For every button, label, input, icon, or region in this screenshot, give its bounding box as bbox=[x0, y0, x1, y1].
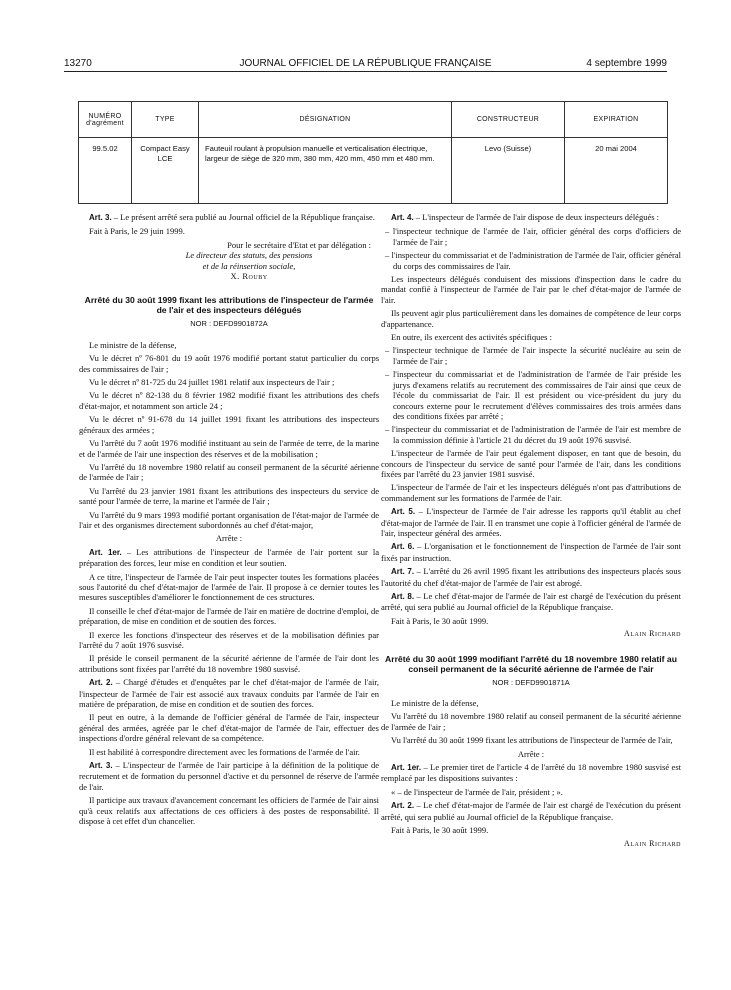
paragraph: L'inspecteur de l'armée de l'air et les inspecteurs délégués n'ont pas d'attributions de commandement sur les formations de l'armée de l'air. bbox=[381, 482, 681, 503]
list-item: – l'inspecteur technique de l'armée de l'air inspecte la sécurité nucléaire au sein de l'armée de l'air ; bbox=[385, 345, 681, 366]
page-number: 13270 bbox=[64, 58, 92, 69]
paragraph: Vu l'arrêté du 18 novembre 1980 relatif au conseil permanent de la sécurité aérienne de l'armée de l'air ; bbox=[79, 461, 379, 483]
article-7: Art. 7. – L'arrêté du 26 avril 1995 fixant les attributions des inspecteurs placés sous l'autorité du chef d'état-major de l'armée de l'air est abrogé. bbox=[381, 566, 681, 588]
col-header-type: TYPE bbox=[132, 102, 199, 138]
signature-role-1: Le directeur des statuts, des pensions bbox=[185, 250, 313, 261]
paragraph: Vu l'arrêté du 7 août 1976 modifié instituant au sein de l'armée de terre, de la marine et de l'armée de l'air une inspection des réserves et de la mobilisation ; bbox=[79, 438, 379, 459]
cell-type: Compact Easy LCE bbox=[132, 138, 199, 204]
paragraph: Il peut en outre, à la demande de l'officier général de l'armée de l'air, inspecteur général des armées, agréée par le chef d'état-major de l'armée de l'air, effectuer des inspections d'ordre général relevant de sa compétence. bbox=[79, 712, 379, 744]
cell-expiration: 20 mai 2004 bbox=[565, 138, 668, 204]
paragraph: Il est habilité à correspondre directement avec les formations de l'armée de l'air. bbox=[89, 746, 360, 757]
nor-reference-1: NOR : DEFD9901872A bbox=[190, 319, 268, 329]
article-2b: Art. 2. – Le chef d'état-major de l'armée de l'air est chargé de l'exécution du présent arrêté, qui sera publié au Journal officiel de la République française. bbox=[381, 800, 682, 822]
col-header-designation: DÉSIGNATION bbox=[199, 102, 452, 138]
list-item: – l'inspecteur du commissariat et de l'administration de l'armée de l'air, officier général du corps des commissaires de l'air. bbox=[385, 250, 681, 271]
paragraph: Vu le décret nº 76-801 du 19 août 1976 modifié portant statut particulier du corps des commissaires de l'air ; bbox=[79, 353, 379, 374]
paragraph: Vu l'arrêté du 23 janvier 1981 fixant les attributions des inspecteurs du service de santé pour l'armée de terre, la marine et l'armée de l'air ; bbox=[79, 485, 379, 507]
table-header-row bbox=[79, 102, 668, 138]
paragraph: Le ministre de la défense, bbox=[391, 698, 479, 709]
article-2: Art. 2. – Chargé d'études et d'enquêtes par le chef d'état-major de l'armée de l'air, l'inspecteur de l'armée de l'air est associé aux travaux conduits par l'armée de l'air en matière de préparation, de mise en condition et de soutien des forces. bbox=[79, 677, 379, 710]
approval-table bbox=[78, 101, 668, 204]
issue-date: 4 septembre 1999 bbox=[586, 58, 667, 69]
signature-delegation: Pour le secrétaire d'Etat et par délégation : bbox=[227, 239, 371, 250]
fait-a-paris-2: Fait à Paris, le 30 août 1999. bbox=[391, 615, 489, 626]
paragraph: Il préside le conseil permanent de la sécurité aérienne de l'armée de l'air dont les attributions sont fixées par l'arrêté du 18 novembre 1980 susvisé. bbox=[79, 653, 379, 674]
col-header-constructeur: CONSTRUCTEUR bbox=[452, 102, 565, 138]
arrete-heading: Arrête : bbox=[215, 533, 243, 544]
paragraph: Il exerce les fonctions d'inspecteur des réserves et de la mobilisation définies par l'arrêté du 7 août 1976 susvisé. bbox=[79, 629, 379, 650]
fait-a-paris-3: Fait à Paris, le 30 août 1999. bbox=[391, 825, 489, 836]
paragraph: Vu l'arrêté du 18 novembre 1980 relatif au conseil permanent de la sécurité aérienne de l'armée de l'air ; bbox=[381, 711, 681, 732]
article-4: Art. 4. – L'inspecteur de l'armée de l'air dispose de deux inspecteurs délégués : bbox=[391, 212, 660, 222]
paragraph: Vu le décret nº 82-138 du 8 février 1982 modifié fixant les attributions des chefs d'état-major, et notamment son article 24 ; bbox=[79, 390, 379, 411]
cell-designation: Fauteuil roulant à propulsion manuelle et verticalisation électrique, largeur de siège de 320 mm, 380 mm, 420 mm, 450 mm et 480 mm. bbox=[199, 138, 452, 204]
journal-title: JOURNAL OFFICIEL DE LA RÉPUBLIQUE FRANÇAISE bbox=[239, 58, 492, 69]
fait-a-paris-1: Fait à Paris, le 29 juin 1999. bbox=[89, 226, 185, 237]
signature-name-1: X. Rouby bbox=[230, 271, 268, 282]
decree-title-2: Arrêté du 30 août 1999 modifiant l'arrêté du 18 novembre 1980 relatif au conseil permanent de la sécurité aérienne de l'armée de l'air bbox=[385, 653, 677, 674]
signature-name-3: Alain Richard bbox=[624, 838, 681, 848]
article-3: Art. 3. – Le présent arrêté sera publié au Journal officiel de la République française. bbox=[89, 212, 375, 222]
col-header-numero: NUMÉRO d'agrément bbox=[79, 102, 132, 138]
left-column bbox=[79, 212, 379, 830]
paragraph: En outre, ils exercent des activités spécifiques : bbox=[391, 332, 552, 343]
cell-numero: 99.5.02 bbox=[79, 138, 132, 204]
paragraph: Vu le décret nº 81-725 du 24 juillet 1981 relatif aux inspecteurs de l'air ; bbox=[89, 377, 335, 388]
paragraph: Il conseille le chef d'état-major de l'armée de l'air en matière de doctrine d'emploi, de préparation, de mise en condition et de soutien des forces. bbox=[79, 605, 379, 627]
article-3b: Art. 3. – L'inspecteur de l'armée de l'air participe à la définition de la politique de recrutement et de formation du personnel d'active et du personnel de réserve de l'armée de l'air. bbox=[79, 760, 379, 792]
list-item: – l'inspecteur du commissariat et de l'administration de l'armée de l'air est membre de la commission définie à l'article 21 du décret du 19 août 1976 susvisé. bbox=[385, 424, 681, 445]
article-8: Art. 8. – Le chef d'état-major de l'armée de l'air est chargé de l'exécution du présent arrêté, qui sera publié au Journal officiel de la République française. bbox=[381, 591, 682, 613]
paragraph: Ils peuvent agir plus particulièrement dans les domaines de compétence de leur corps d'appartenance. bbox=[381, 308, 681, 329]
list-item: – l'inspecteur du commissariat et de l'administration de l'armée de l'air préside les jurys d'examens relatifs au recrutement des commissaires de l'air ainsi que ceux de l'école du commissariat de l'air. Il est président ou vice-président du jury du concours externe pour le recrutement d'élèves commissaires des trois armées dans des conditions fixées par arrêté ; bbox=[385, 369, 681, 421]
paragraph: Vu le décret nº 91-678 du 14 juillet 1991 fixant les attributions des inspecteurs généraux des armées ; bbox=[79, 414, 379, 435]
paragraph: L'inspecteur de l'armée de l'air peut également disposer, en tant que de besoin, du concours de l'inspecteur du service de santé pour l'armée de l'air, dans les conditions fixées par l'arrêté du 23 janvier 1981 susvisé. bbox=[381, 448, 681, 479]
article-6: Art. 6. – L'organisation et le fonctionnement de l'inspection de l'armée de l'air sont fixés par instruction. bbox=[381, 541, 681, 563]
nor-reference-2: NOR : DEFD9901871A bbox=[492, 677, 570, 687]
paragraph: Vu l'arrêté du 30 août 1999 fixant les attributions de l'inspecteur de l'armée de l'air, bbox=[391, 735, 673, 746]
list-item: – l'inspecteur technique de l'armée de l'air, officier général des corps d'officiers de l'armée de l'air ; bbox=[385, 226, 681, 247]
article-1b: Art. 1er. – Le premier tiret de l'article 4 de l'arrêté du 18 novembre 1980 susvisé est remplacé par les dispositions suivantes : bbox=[381, 762, 682, 784]
cell-constructeur: Levo (Suisse) bbox=[452, 138, 565, 204]
signature-role-2: et de la réinsertion sociale, bbox=[202, 260, 296, 271]
paragraph: Il participe aux travaux d'avancement concernant les officiers de l'armée de l'air ainsi qu'à ceux relatifs aux affectations de ces officiers à des postes de responsabilité. Il dispose à cet effet d'un chancelier. bbox=[79, 795, 379, 827]
header-rule bbox=[64, 71, 667, 72]
paragraph: Vu l'arrêté du 9 mars 1993 modifié portant organisation de l'état-major de l'armée de l'air et des organismes directement subordonnés au chef d'état-major, bbox=[79, 509, 379, 530]
page-header bbox=[64, 58, 667, 72]
right-column bbox=[381, 212, 681, 852]
quote: « – de l'inspecteur de l'armée de l'air, président ; ». bbox=[391, 786, 563, 797]
paragraph: Les inspecteurs délégués conduisent des missions d'inspection dans le cadre du mandat confié à l'inspecteur de l'armée de l'air par le chef d'état-major de l'armée de l'air. bbox=[381, 274, 681, 305]
paragraph: Le ministre de la défense, bbox=[89, 339, 177, 350]
paragraph: A ce titre, l'inspecteur de l'armée de l'air peut inspecter toutes les formations placées sous l'autorité du chef d'état-major de l'armée de l'air. Il propose à ce dernier toutes les mesures susceptibles d'améliorer le fonctionnement de ces structures. bbox=[79, 571, 379, 603]
article-5: Art. 5. – L'inspecteur de l'armée de l'air adresse les rapports qu'il établit au chef d'état-major de l'armée de l'air. Il en transmet une copie à l'officier général de l'armée de l'air, inspecteur général des armées. bbox=[381, 506, 682, 538]
signature-name-2: Alain Richard bbox=[624, 629, 681, 639]
col-header-expiration: EXPIRATION bbox=[565, 102, 668, 138]
article-1: Art. 1er. – Les attributions de l'inspecteur de l'armée de l'air portent sur la préparation des forces, leur mise en condition et leur soutien. bbox=[79, 546, 380, 569]
table-row bbox=[79, 138, 668, 204]
decree-title-1: Arrêté du 30 août 1999 fixant les attributions de l'inspecteur de l'armée de l'air et des inspecteurs délégués bbox=[84, 295, 374, 316]
arrete-heading-2: Arrête : bbox=[517, 748, 545, 759]
